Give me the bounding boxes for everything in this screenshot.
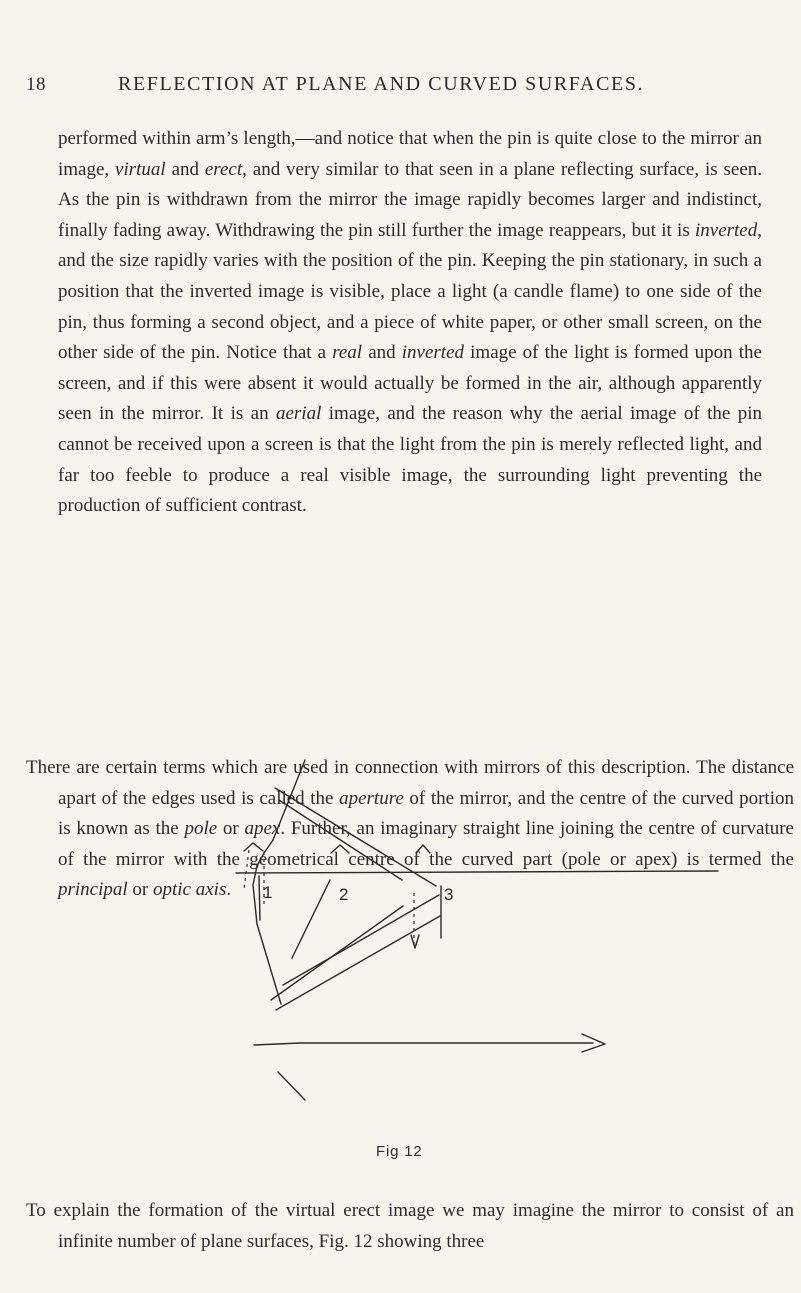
emphasis-apex: apex — [244, 818, 281, 840]
paragraph-virtual-image: To explain the formation of the virtual erect image we may imagine the mirror to consist of an infinite number of plane surfaces, Fig. 12 showing three — [26, 1200, 794, 1252]
image-arrow — [411, 935, 419, 948]
emphasis-real: real — [332, 342, 363, 364]
text-run: image of the light is formed upon the screen, and if this were absent it would actually be formed in the air, although apparently seen in the mirror. It is an — [58, 342, 762, 425]
reflected-ray — [271, 906, 403, 1000]
paragraph-mirror-terms — [26, 753, 794, 906]
emphasis-inverted: inverted — [694, 219, 758, 241]
text-run: There are certain terms which are used in connection with mirrors of this description. The distance apart of the edges used is called the — [26, 757, 794, 809]
emphasis-principal: principal — [58, 879, 128, 901]
emphasis-aerial: aerial — [275, 403, 322, 425]
emphasis-aperture: aperture — [339, 787, 404, 809]
figure-label-1: 1 — [263, 883, 273, 902]
emphasis-inverted: inverted — [401, 342, 465, 364]
text-run: . — [226, 879, 232, 901]
emphasis-erect: erect — [204, 158, 243, 180]
text-run: and — [362, 342, 402, 364]
figure-label-2: 2 — [339, 885, 349, 904]
reflected-ray — [276, 916, 440, 1010]
figure-caption: Fig 12 — [376, 1143, 423, 1160]
text-run: of the mirror, and the centre of the curved portion is known as the — [58, 787, 794, 840]
paragraph-pin-experiment — [58, 124, 762, 522]
emphasis-optic-axis: optic axis — [153, 879, 227, 901]
text-run: , and the size rapidly varies with the position of the pin. Keeping the pin stationary, in such a position that the inverted image is visible, place a light (a candle flame) to one side of the pin, thus forming a second object, and a piece of white paper, or other small screen, on the other side of the pin. Notice that a — [58, 219, 762, 364]
optic-axis-line — [254, 1043, 593, 1045]
axis-arrow-head — [582, 1034, 605, 1052]
text-run: and — [165, 158, 205, 180]
text-run: image, and the reason why the aerial image of the pin cannot be received upon a screen is that the light from the pin is merely reflected light, and far too feeble to produce a real visible image, the surrounding light preventing the production of sufficient contrast. — [58, 403, 762, 517]
reflected-ray — [283, 895, 439, 985]
text-run: , and very similar to that seen in a plane reflecting surface, is seen. As the pin is withdrawn from the mirror the image rapidly becomes larger and indistinct, finally fading away. Withdrawing the pin still further the image reappears, but it is — [58, 158, 762, 241]
figure-label-3: 3 — [444, 885, 454, 904]
text-run: performed within arm’s length,—and notice that when the pin is quite close to the mirror an image, — [58, 128, 762, 180]
mirror-edge-line — [278, 1072, 305, 1100]
emphasis-virtual: virtual — [115, 158, 166, 180]
emphasis-pole: pole — [184, 818, 218, 840]
text-run: . Further, an imaginary straight line joining the centre of curvature of the mirror with the geometrical centre of the curved part (pole or apex) is termed the — [58, 818, 794, 870]
text-run: or — [217, 818, 245, 840]
page-number: 18 — [26, 74, 46, 95]
text-run: or — [127, 879, 153, 901]
running-head: REFLECTION AT PLANE AND CURVED SURFACES. — [118, 73, 645, 95]
